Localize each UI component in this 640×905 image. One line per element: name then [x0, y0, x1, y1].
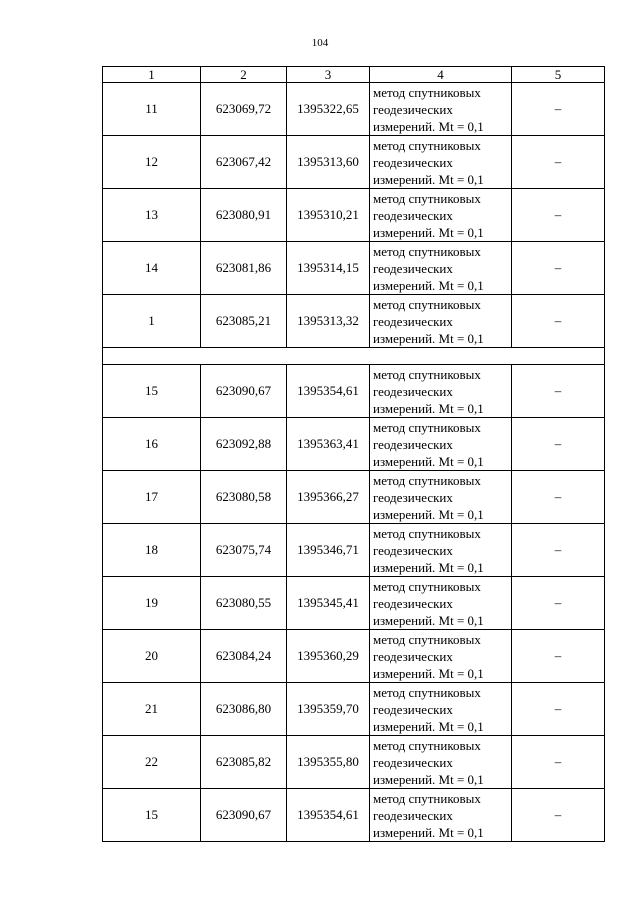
method-text-line: измерений. Mt = 0,1	[373, 718, 484, 734]
table-row	[103, 789, 605, 842]
accuracy-dash-cell: –	[512, 365, 605, 418]
method-text-line: геодезических	[373, 154, 453, 170]
method-text-line: геодезических	[373, 207, 453, 223]
method-text-line: измерений. Mt = 0,1	[373, 400, 484, 416]
x-coordinate-cell: 623069,72	[201, 83, 287, 136]
method-cell	[370, 242, 512, 295]
x-coordinate-cell: 623067,42	[201, 136, 287, 189]
table-row	[103, 189, 605, 242]
method-text-line: метод спутниковых	[373, 525, 481, 541]
method-cell	[370, 418, 512, 471]
accuracy-dash-cell: –	[512, 683, 605, 736]
x-coordinate-cell: 623075,74	[201, 524, 287, 577]
method-text-line: измерений. Mt = 0,1	[373, 453, 484, 469]
method-text-line: измерений. Mt = 0,1	[373, 771, 484, 787]
method-text-line: геодезических	[373, 807, 453, 823]
table-row	[103, 630, 605, 683]
accuracy-dash-cell: –	[512, 295, 605, 348]
method-text-line: геодезических	[373, 436, 453, 452]
column-header: 2	[201, 67, 287, 83]
column-header: 4	[370, 67, 512, 83]
method-cell	[370, 577, 512, 630]
accuracy-dash-cell: –	[512, 242, 605, 295]
point-number-cell: 19	[103, 577, 201, 630]
method-text-line: измерений. Mt = 0,1	[373, 665, 484, 681]
method-text-line: геодезических	[373, 313, 453, 329]
point-number-cell: 17	[103, 471, 201, 524]
table-row	[103, 577, 605, 630]
point-number-cell: 16	[103, 418, 201, 471]
x-coordinate-cell: 623080,55	[201, 577, 287, 630]
method-text-line: метод спутниковых	[373, 84, 481, 100]
method-cell	[370, 789, 512, 842]
contour-separator-row	[103, 348, 605, 365]
point-number-cell: 20	[103, 630, 201, 683]
method-cell	[370, 136, 512, 189]
table-row	[103, 736, 605, 789]
accuracy-dash-cell: –	[512, 418, 605, 471]
table-row	[103, 136, 605, 189]
method-text-line: метод спутниковых	[373, 137, 481, 153]
point-number-cell: 13	[103, 189, 201, 242]
y-coordinate-cell: 1395322,65	[287, 83, 370, 136]
y-coordinate-cell: 1395346,71	[287, 524, 370, 577]
method-cell	[370, 683, 512, 736]
method-text-line: измерений. Mt = 0,1	[373, 277, 484, 293]
y-coordinate-cell: 1395314,15	[287, 242, 370, 295]
method-cell	[370, 471, 512, 524]
table-row	[103, 83, 605, 136]
method-text-line: метод спутниковых	[373, 190, 481, 206]
accuracy-dash-cell: –	[512, 577, 605, 630]
method-text-line: геодезических	[373, 101, 453, 117]
point-number-cell: 15	[103, 789, 201, 842]
method-cell	[370, 189, 512, 242]
x-coordinate-cell: 623080,91	[201, 189, 287, 242]
method-text-line: измерений. Mt = 0,1	[373, 824, 484, 840]
point-number-cell: 12	[103, 136, 201, 189]
accuracy-dash-cell: –	[512, 789, 605, 842]
x-coordinate-cell: 623090,67	[201, 365, 287, 418]
coordinates-table	[102, 66, 605, 842]
column-header: 5	[512, 67, 605, 83]
method-text-line: метод спутниковых	[373, 243, 481, 259]
y-coordinate-cell: 1395366,27	[287, 471, 370, 524]
method-text-line: геодезических	[373, 701, 453, 717]
y-coordinate-cell: 1395313,60	[287, 136, 370, 189]
method-text-line: метод спутниковых	[373, 631, 481, 647]
accuracy-dash-cell: –	[512, 524, 605, 577]
point-number-cell: 1	[103, 295, 201, 348]
method-text-line: геодезических	[373, 383, 453, 399]
x-coordinate-cell: 623085,21	[201, 295, 287, 348]
accuracy-dash-cell: –	[512, 136, 605, 189]
method-text-line: геодезических	[373, 754, 453, 770]
method-text-line: метод спутниковых	[373, 737, 481, 753]
y-coordinate-cell: 1395360,29	[287, 630, 370, 683]
method-cell	[370, 295, 512, 348]
method-text-line: метод спутниковых	[373, 419, 481, 435]
method-text-line: метод спутниковых	[373, 366, 481, 382]
point-number-cell: 18	[103, 524, 201, 577]
table-row	[103, 471, 605, 524]
method-text-line: геодезических	[373, 595, 453, 611]
method-text-line: метод спутниковых	[373, 296, 481, 312]
method-text-line: метод спутниковых	[373, 472, 481, 488]
method-text-line: геодезических	[373, 542, 453, 558]
point-number-cell: 15	[103, 365, 201, 418]
x-coordinate-cell: 623086,80	[201, 683, 287, 736]
table-row	[103, 418, 605, 471]
y-coordinate-cell: 1395355,80	[287, 736, 370, 789]
y-coordinate-cell: 1395310,21	[287, 189, 370, 242]
x-coordinate-cell: 623080,58	[201, 471, 287, 524]
x-coordinate-cell: 623084,24	[201, 630, 287, 683]
method-cell	[370, 736, 512, 789]
point-number-cell: 22	[103, 736, 201, 789]
method-cell	[370, 83, 512, 136]
method-text-line: геодезических	[373, 489, 453, 505]
method-text-line: измерений. Mt = 0,1	[373, 171, 484, 187]
table-row	[103, 365, 605, 418]
method-text-line: геодезических	[373, 260, 453, 276]
table-row	[103, 683, 605, 736]
accuracy-dash-cell: –	[512, 83, 605, 136]
y-coordinate-cell: 1395354,61	[287, 365, 370, 418]
page-number: 104	[311, 37, 329, 49]
accuracy-dash-cell: –	[512, 736, 605, 789]
method-cell	[370, 524, 512, 577]
method-text-line: метод спутниковых	[373, 578, 481, 594]
method-text-line: измерений. Mt = 0,1	[373, 330, 484, 346]
x-coordinate-cell: 623092,88	[201, 418, 287, 471]
point-number-cell: 21	[103, 683, 201, 736]
point-number-cell: 14	[103, 242, 201, 295]
y-coordinate-cell: 1395345,41	[287, 577, 370, 630]
y-coordinate-cell: 1395359,70	[287, 683, 370, 736]
accuracy-dash-cell: –	[512, 630, 605, 683]
y-coordinate-cell: 1395354,61	[287, 789, 370, 842]
table-header-row	[103, 67, 605, 83]
method-text-line: метод спутниковых	[373, 684, 481, 700]
separator-cell	[103, 348, 605, 365]
method-cell	[370, 630, 512, 683]
table-row	[103, 524, 605, 577]
column-header: 1	[103, 67, 201, 83]
point-number-cell: 11	[103, 83, 201, 136]
accuracy-dash-cell: –	[512, 189, 605, 242]
column-header: 3	[287, 67, 370, 83]
method-text-line: измерений. Mt = 0,1	[373, 224, 484, 240]
method-text-line: измерений. Mt = 0,1	[373, 559, 484, 575]
method-text-line: измерений. Mt = 0,1	[373, 118, 484, 134]
accuracy-dash-cell: –	[512, 471, 605, 524]
x-coordinate-cell: 623090,67	[201, 789, 287, 842]
x-coordinate-cell: 623081,86	[201, 242, 287, 295]
y-coordinate-cell: 1395363,41	[287, 418, 370, 471]
method-text-line: измерений. Mt = 0,1	[373, 506, 484, 522]
method-text-line: метод спутниковых	[373, 790, 481, 806]
table-row	[103, 295, 605, 348]
method-text-line: измерений. Mt = 0,1	[373, 612, 484, 628]
y-coordinate-cell: 1395313,32	[287, 295, 370, 348]
method-cell	[370, 365, 512, 418]
x-coordinate-cell: 623085,82	[201, 736, 287, 789]
table-row	[103, 242, 605, 295]
method-text-line: геодезических	[373, 648, 453, 664]
